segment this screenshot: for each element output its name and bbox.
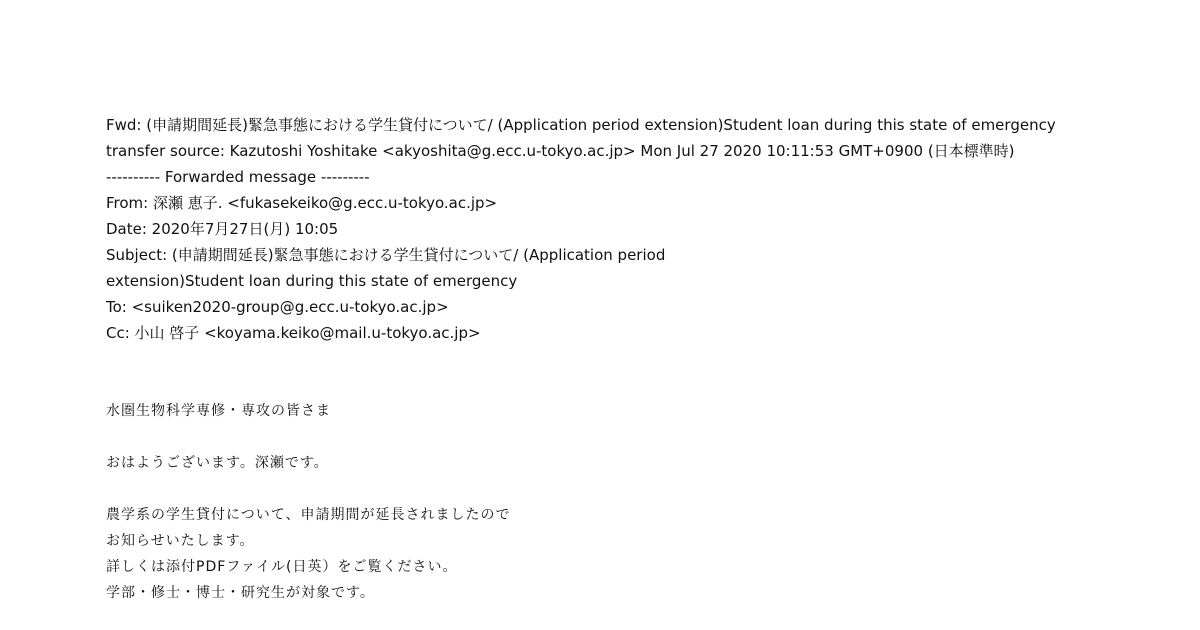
body-intro: おはようございます。深瀬です。 — [106, 455, 329, 471]
subject-line: Subject: (申請期間延長)緊急事態における学生貸付について/ (Application period — [106, 246, 666, 264]
from-line: From: 深瀬 恵子. <fukasekeiko@g.ecc.u-tokyo.ac.jp> — [106, 194, 498, 212]
cc-line: Cc: 小山 啓子 <koyama.keiko@mail.u-tokyo.ac.jp> — [106, 324, 481, 342]
subject-line-continued: extension)Student loan during this state of emergency — [106, 272, 518, 290]
email-document — [106, 112, 1166, 606]
to-line: To: <suiken2020-group@g.ecc.u-tokyo.ac.jp> — [106, 298, 449, 316]
spacer — [106, 476, 1166, 502]
spacer — [106, 424, 1166, 450]
date-line: Date: 2020年7月27日(月) 10:05 — [106, 220, 339, 238]
spacer — [106, 346, 1166, 398]
body-paragraph-line: お知らせいたします。 — [106, 533, 255, 549]
forwarded-message-divider: ---------- Forwarded message --------- — [106, 168, 370, 186]
body-paragraph-line: 詳しくは添付PDFファイル(日英）をご覧ください。 — [106, 559, 458, 575]
email-subject-line: Fwd: (申請期間延長)緊急事態における学生貸付について/ (Application period extension)Student loan during this state of emergency — [106, 116, 1056, 134]
body-greeting: 水圏生物科学専修・専攻の皆さま — [106, 403, 331, 419]
transfer-source-line: transfer source: Kazutoshi Yoshitake <akyoshita@g.ecc.u-tokyo.ac.jp> Mon Jul 27 2020 10:11:53 GMT+0900 (日本標準時) — [106, 142, 1015, 160]
body-paragraph-line: 農学系の学生貸付について、申請期間が延長されましたので — [106, 507, 511, 523]
body-paragraph-line: 学部・修士・博士・研究生が対象です。 — [106, 585, 375, 601]
